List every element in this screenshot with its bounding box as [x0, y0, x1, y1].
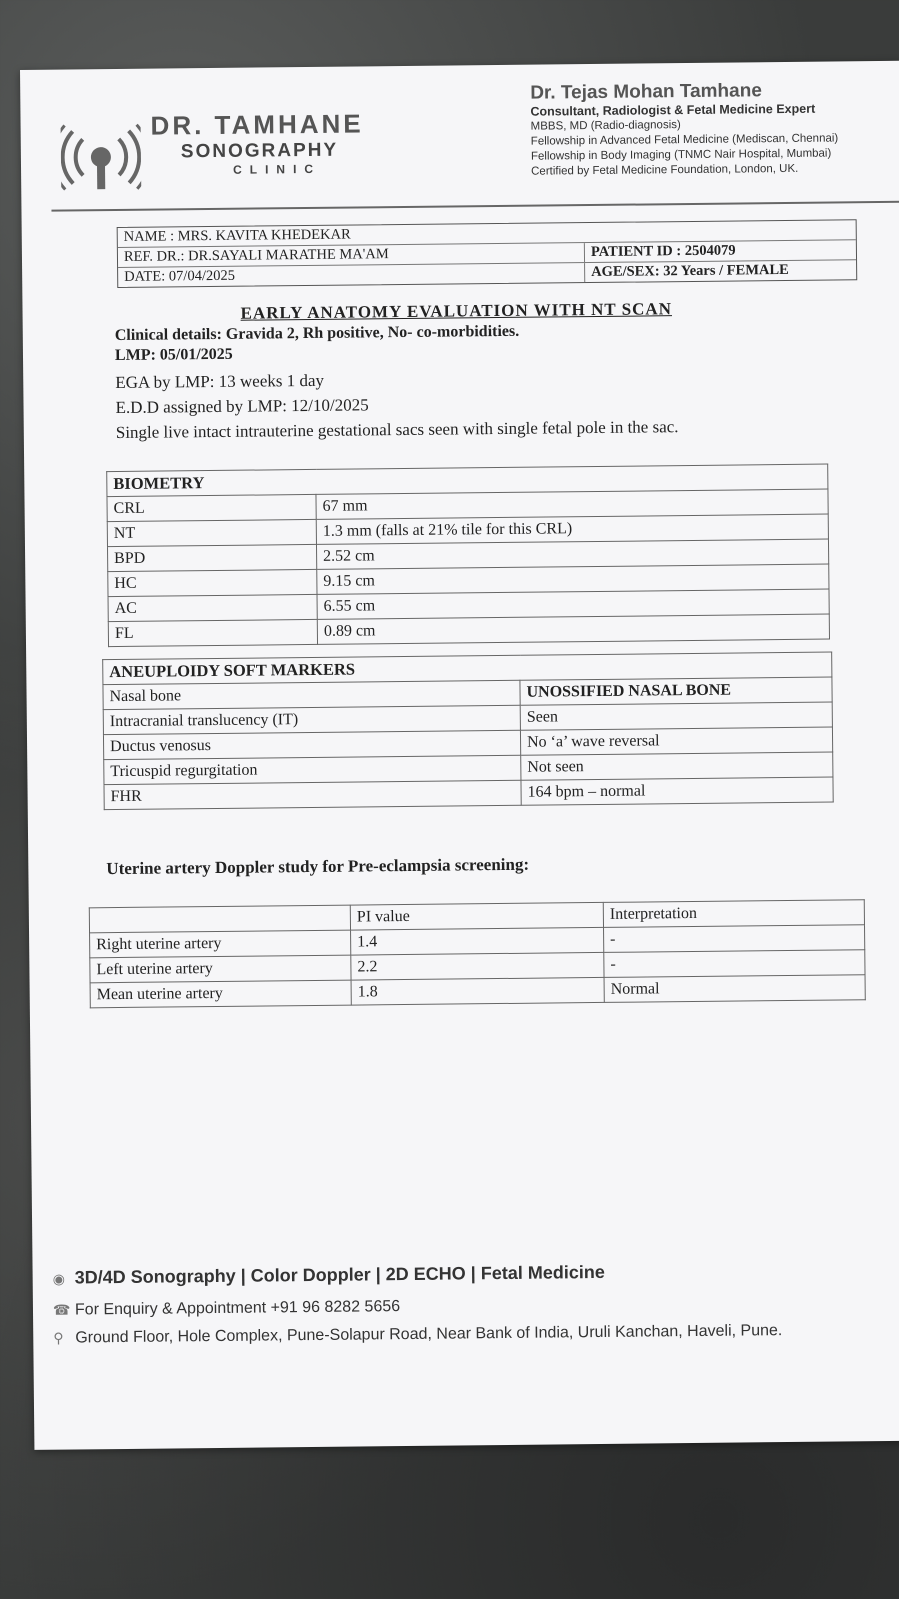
referring-doctor: REF. DR.: DR.SAYALI MARATHE MA'AM	[123, 246, 389, 265]
ega: EGA by LMP: 13 weeks 1 day	[115, 370, 325, 393]
clinic-name-line3: CLINIC	[232, 161, 322, 177]
sound-wave-logo-icon	[61, 117, 142, 198]
doctor-info	[530, 79, 838, 179]
biometry-value: 67 mm	[316, 489, 828, 519]
doppler-pi-header: PI value	[350, 902, 603, 930]
clinic-name	[150, 108, 364, 177]
doppler-label: Left uterine artery	[90, 955, 351, 983]
biometry-value: 9.15 cm	[317, 564, 829, 594]
soft-markers-table	[102, 652, 834, 811]
doctor-certification: Certified by Fetal Medicine Foundation, London, UK.	[531, 162, 799, 178]
marker-value: 164 bpm – normal	[521, 777, 833, 805]
biometry-label: FL	[108, 619, 317, 646]
biometry-header: BIOMETRY	[107, 464, 828, 497]
doctor-title: Consultant, Radiologist & Fetal Medicine Expert	[530, 101, 816, 119]
report-date: DATE: 07/04/2025	[124, 267, 236, 285]
footer-address	[53, 1322, 782, 1348]
doctor-fellowship-2: Fellowship in Body Imaging (TNMC Nair Hospital, Mumbai)	[530, 147, 832, 163]
biometry-label: AC	[108, 594, 317, 621]
patient-age-sex: AGE/SEX: 32 Years / FEMALE	[584, 260, 856, 282]
doppler-interp: -	[604, 925, 865, 953]
marker-label: Nasal bone	[103, 680, 520, 709]
scan-summary: Single live intact intrauterine gestational sacs seen with single fetal pole in the sac.	[115, 417, 679, 443]
logo-mini-icon: ◉	[52, 1270, 65, 1287]
biometry-label: CRL	[107, 494, 316, 521]
enquiry-text: For Enquiry & Appointment +91 96 8282 5656	[74, 1298, 401, 1319]
location-pin-icon: ⚲	[53, 1329, 64, 1346]
biometry-value: 2.52 cm	[316, 539, 828, 569]
doppler-header-blank	[89, 905, 350, 933]
lmp: LMP: 05/01/2025	[114, 345, 233, 365]
doppler-pi: 1.8	[351, 977, 604, 1005]
marker-label: Intracranial translucency (IT)	[103, 705, 520, 734]
services-text: 3D/4D Sonography | Color Doppler | 2D ECHO | Fetal Medicine	[74, 1261, 605, 1288]
marker-label: Ductus venosus	[103, 730, 520, 759]
clinic-name-line1: DR. TAMHANE	[150, 108, 364, 141]
biometry-label: BPD	[107, 544, 316, 571]
doppler-pi: 1.4	[351, 927, 604, 955]
biometry-table	[106, 464, 830, 648]
patient-id: PATIENT ID : 2504079	[584, 240, 856, 262]
patient-info-table	[117, 219, 858, 288]
doppler-interp: -	[604, 950, 865, 978]
phone-icon: ☎	[52, 1301, 71, 1318]
biometry-value: 6.55 cm	[317, 589, 829, 619]
biometry-value: 1.3 mm (falls at 21% tile for this CRL)	[316, 514, 828, 544]
doppler-interp: Normal	[604, 975, 865, 1003]
doctor-fellowship-1: Fellowship in Advanced Fetal Medicine (Mediscan, Chennai)	[530, 132, 839, 148]
biometry-label: HC	[108, 569, 317, 596]
doppler-table	[89, 899, 866, 1008]
patient-name: NAME : MRS. KAVITA KHEDEKAR	[123, 226, 351, 245]
biometry-label: NT	[107, 519, 316, 546]
doppler-label: Right uterine artery	[90, 930, 351, 958]
doppler-heading: Uterine artery Doppler study for Pre-eclampsia screening:	[106, 854, 530, 879]
clinic-name-line2: SONOGRAPHY	[180, 139, 339, 163]
footer-services	[53, 1262, 605, 1289]
edd: E.D.D assigned by LMP: 12/10/2025	[115, 395, 369, 418]
doppler-label: Mean uterine artery	[90, 980, 351, 1008]
doctor-degree: MBBS, MD (Radio-diagnosis)	[530, 119, 681, 133]
footer-enquiry	[53, 1298, 400, 1320]
biometry-value: 0.89 cm	[317, 614, 829, 644]
report-paper	[20, 61, 899, 1450]
header-divider	[51, 201, 899, 212]
clinical-details: Clinical details: Gravida 2, Rh positive, No- co-morbidities.	[114, 322, 520, 345]
doctor-name: Dr. Tejas Mohan Tamhane	[530, 80, 762, 104]
marker-value: Not seen	[521, 752, 833, 780]
address-text: Ground Floor, Hole Complex, Pune-Solapur Road, Near Bank of India, Uruli Kanchan, Haveli, Pune.	[75, 1322, 783, 1347]
marker-value: Seen	[520, 702, 832, 730]
marker-label: FHR	[104, 780, 521, 809]
marker-label: Tricuspid regurgitation	[104, 755, 521, 784]
doppler-pi: 2.2	[351, 952, 604, 980]
marker-value: UNOSSIFIED NASAL BONE	[520, 677, 832, 705]
marker-value: No ‘a’ wave reversal	[520, 727, 832, 755]
report-title: EARLY ANATOMY EVALUATION WITH NT SCAN	[240, 299, 673, 323]
doppler-interp-header: Interpretation	[603, 900, 864, 928]
soft-markers-header: ANEUPLOIDY SOFT MARKERS	[103, 652, 832, 685]
